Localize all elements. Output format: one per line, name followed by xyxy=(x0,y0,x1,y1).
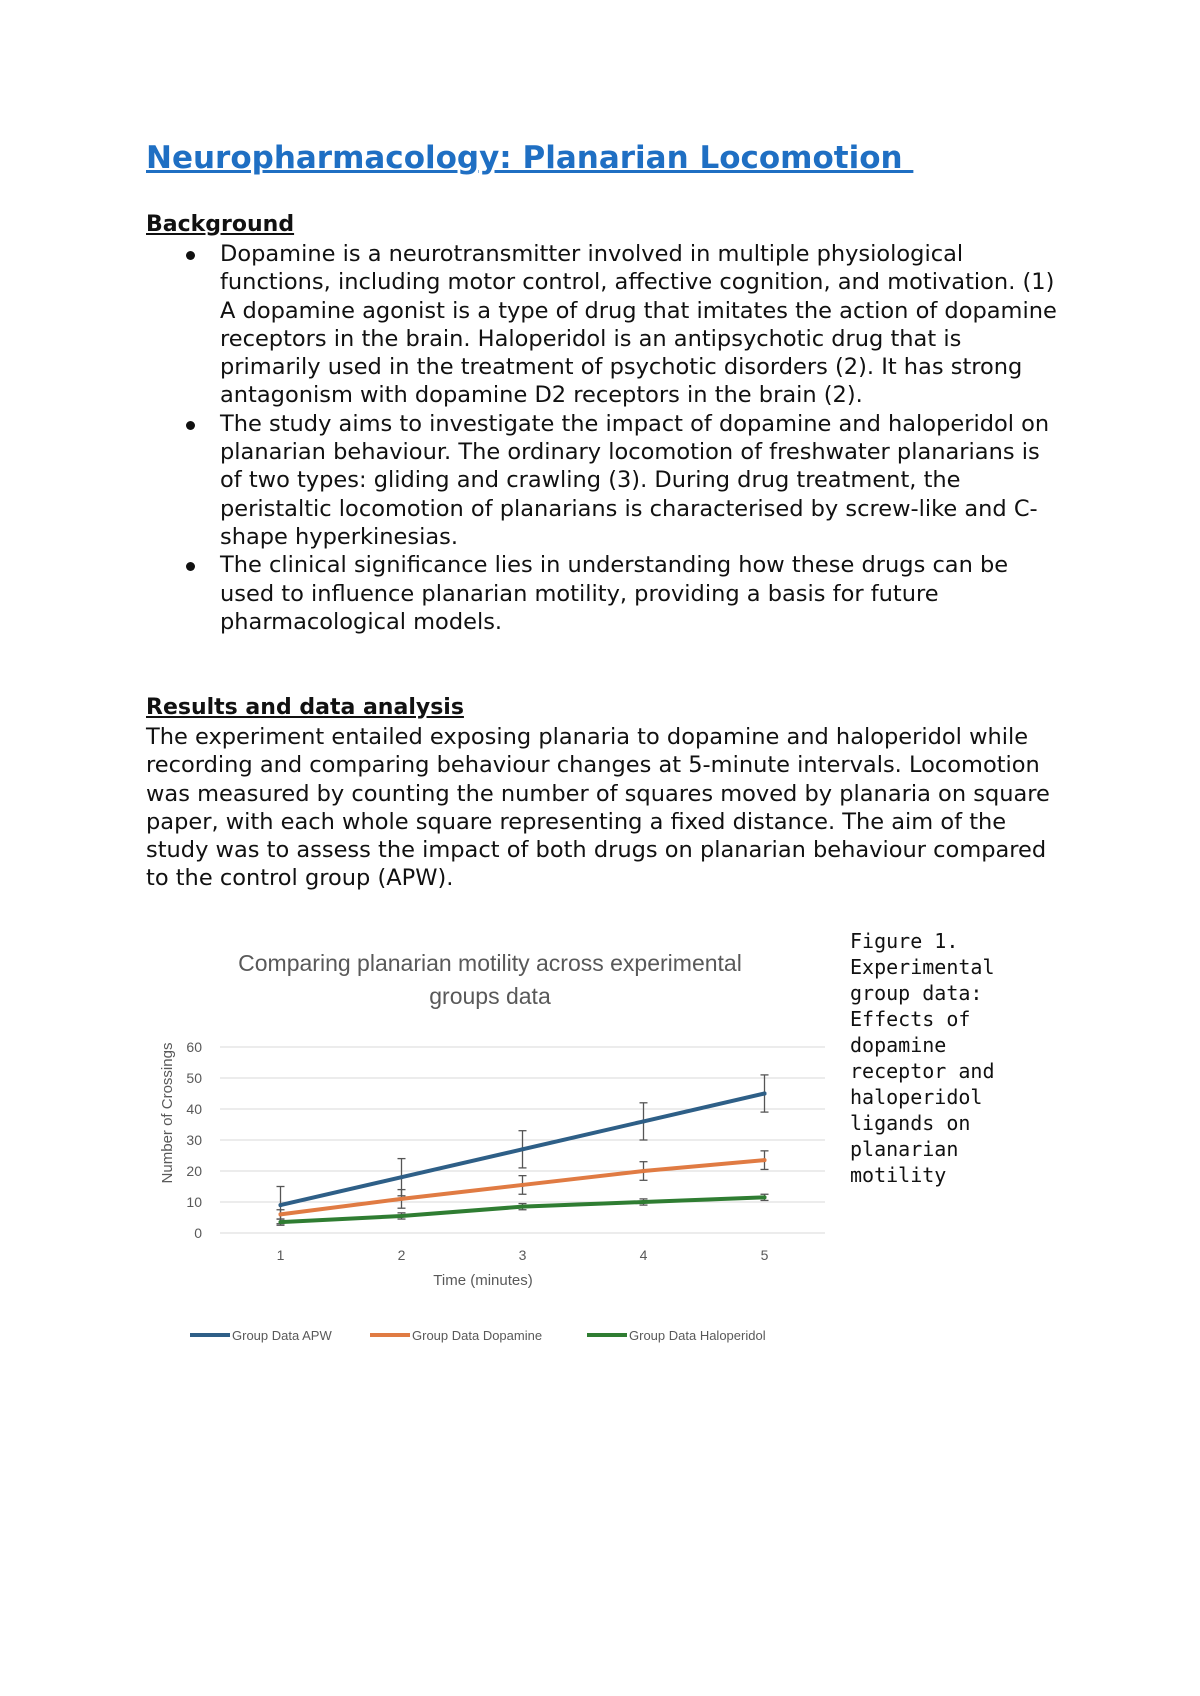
y-tick-label: 50 xyxy=(186,1070,202,1086)
data-point xyxy=(400,1175,404,1179)
x-tick-label: 5 xyxy=(760,1247,769,1263)
legend-label: Group Data Dopamine xyxy=(412,1328,543,1343)
x-tick-label: 1 xyxy=(276,1247,285,1263)
background-heading: Background xyxy=(146,212,295,237)
y-tick-label: 0 xyxy=(194,1225,202,1241)
y-tick-label: 10 xyxy=(186,1194,202,1210)
chart-title xyxy=(238,950,742,1009)
data-point xyxy=(279,1203,283,1207)
series-layer xyxy=(277,1075,769,1225)
background-bullet-list xyxy=(146,240,1066,636)
x-tick-label: 3 xyxy=(518,1247,527,1263)
chart-title-line: Comparing planarian motility across experimental xyxy=(238,950,742,976)
chart-container xyxy=(160,935,840,1355)
chart-title-line: groups data xyxy=(429,983,551,1009)
bullet-item xyxy=(146,551,1066,636)
y-tick-label: 40 xyxy=(186,1101,202,1117)
bullet-text: Dopamine is a neurotransmitter involved in multiple physiological functions, including motor control, affective cognition, and motivation. (1) A dopamine agonist is a type of drug that imitates the action of dopamine receptors in the brain. Haloperidol is an antipsychotic drug that is primarily used in the treatment of psychotic disorders (2). It has strong antagonism with dopamine D2 receptors in the brain (2). xyxy=(220,241,1057,409)
data-point xyxy=(400,1214,404,1218)
bullet-text: The study aims to investigate the impact of dopamine and haloperidol on planarian behaviour. The ordinary locomotion of freshwater planarians is of two types: gliding and crawling (3). During drug treatment, the peristaltic locomotion of planarians is characterised by screw-like and C-shape hyperkinesias. xyxy=(220,410,1050,550)
results-paragraph: The experiment entailed exposing planaria to dopamine and haloperidol while recording and comparing behaviour changes at 5-minute intervals. Locomotion was measured by counting the number of squares moved by planaria on square paper, with each whole square representing a fixed distance. The aim of the study was to assess the impact of both drugs on planarian behaviour compared to the control group (APW). xyxy=(146,724,1050,892)
tick-layer xyxy=(186,1039,768,1263)
data-point xyxy=(279,1220,283,1224)
x-tick-label: 2 xyxy=(397,1247,406,1263)
bullet-item xyxy=(146,410,1066,551)
data-point xyxy=(400,1197,404,1201)
figure-caption: Figure 1. Experimental group data: Effects of dopamine receptor and haloperidol ligands on planarian motility xyxy=(850,929,995,1187)
page-title: Neuropharmacology: Planarian Locomotion xyxy=(146,140,914,176)
bullet-item xyxy=(146,240,1066,410)
data-point xyxy=(642,1200,646,1204)
legend xyxy=(190,1328,766,1343)
data-point xyxy=(763,1092,767,1096)
data-point xyxy=(279,1212,283,1216)
legend-label: Group Data Haloperidol xyxy=(629,1328,766,1343)
results-heading: Results and data analysis xyxy=(146,695,464,720)
data-point xyxy=(763,1195,767,1199)
y-tick-label: 30 xyxy=(186,1132,202,1148)
data-point xyxy=(763,1158,767,1162)
data-point xyxy=(642,1119,646,1123)
y-axis-label: Number of Crossings xyxy=(160,1042,176,1184)
y-tick-label: 20 xyxy=(186,1163,202,1179)
bullet-icon xyxy=(186,421,195,430)
data-point xyxy=(521,1205,525,1209)
x-tick-label: 4 xyxy=(639,1247,648,1263)
data-point xyxy=(521,1183,525,1187)
y-tick-label: 60 xyxy=(186,1039,202,1055)
bullet-text: The clinical significance lies in understanding how these drugs can be used to influence planarian motility, providing a basis for future pharmacological models. xyxy=(220,552,1009,635)
data-point xyxy=(642,1169,646,1173)
x-axis-label: Time (minutes) xyxy=(433,1272,533,1289)
bullet-icon xyxy=(186,251,195,260)
line-chart xyxy=(160,935,840,1355)
legend-label: Group Data APW xyxy=(232,1328,332,1343)
data-point xyxy=(521,1147,525,1151)
bullet-icon xyxy=(186,562,195,571)
